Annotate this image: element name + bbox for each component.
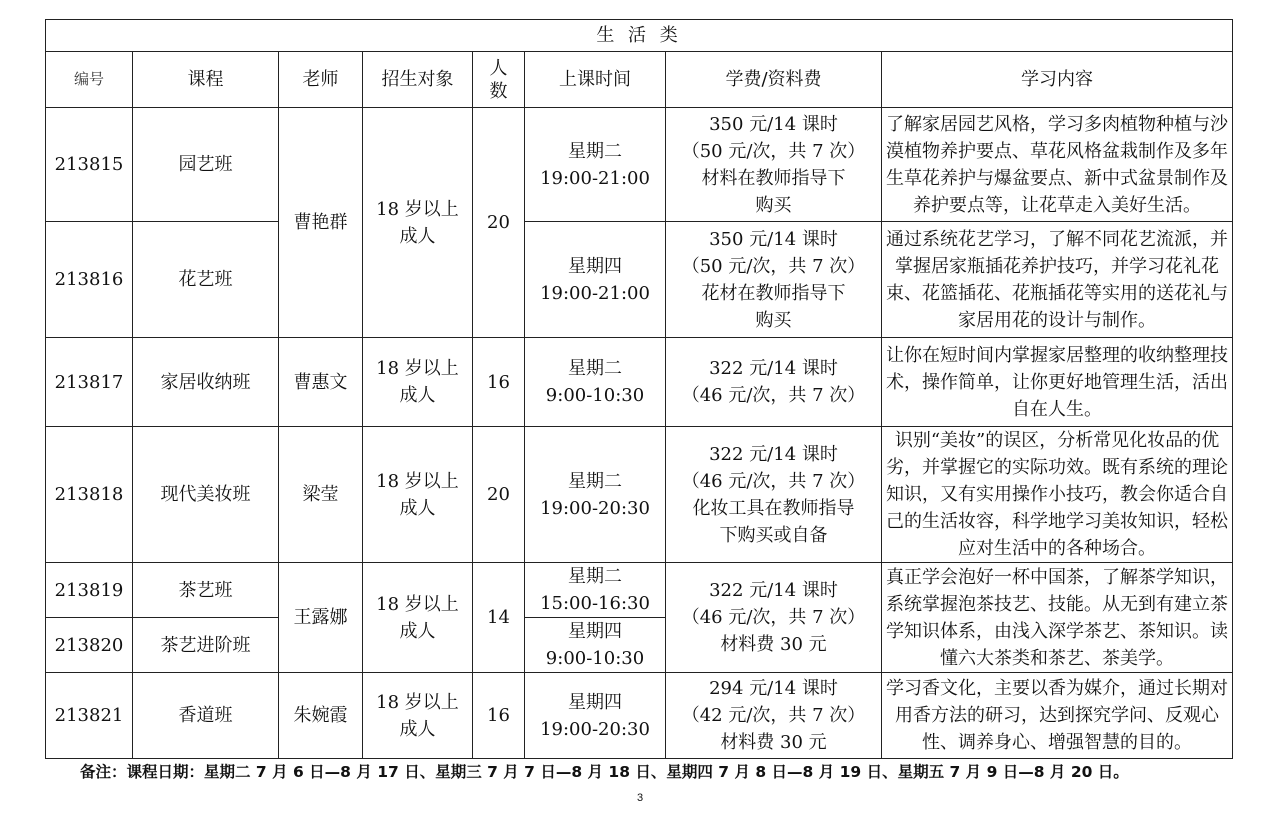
course-table xyxy=(45,19,1233,759)
teacher-name: 曹惠文 xyxy=(279,338,363,427)
header-row xyxy=(46,52,1233,108)
header-code: 编号 xyxy=(46,52,133,108)
footnote-course-dates: 备注：课程日期：星期二 7 月 6 日—8 月 17 日、星期三 7 月 7 日—8 月 18 日、星期四 7 月 8 日—8 月 19 日、星期五 7 月 9 日—8 月 20 日。 xyxy=(80,763,1129,781)
class-day: 星期二 xyxy=(568,358,622,379)
fee-line3: 化妆工具在教师指导 xyxy=(692,497,855,519)
header-time: 上课时间 xyxy=(525,52,666,108)
class-time xyxy=(525,108,666,222)
course-code: 213820 xyxy=(46,618,133,673)
class-hours: 15:00-16:30 xyxy=(540,593,650,614)
table-row xyxy=(46,427,1233,563)
header-course: 课程 xyxy=(133,52,279,108)
fee-line1: 322 元/14 课时 xyxy=(709,443,838,465)
audience-line1: 18 岁以上 xyxy=(376,358,459,379)
fee xyxy=(666,222,882,338)
header-people-line2: 数 xyxy=(489,80,508,102)
audience-line1: 18 岁以上 xyxy=(376,470,459,492)
header-content: 学习内容 xyxy=(882,52,1233,108)
class-time xyxy=(525,427,666,563)
fee-line1: 322 元/14 课时 xyxy=(709,358,838,379)
fee-line2: （50 元/次，共 7 次） xyxy=(681,140,866,162)
class-day: 星期四 xyxy=(568,621,622,642)
page-number: 3 xyxy=(636,792,644,804)
audience-line2: 成人 xyxy=(399,385,436,406)
class-time xyxy=(525,222,666,338)
fee xyxy=(666,338,882,427)
people-count: 20 xyxy=(473,108,525,338)
course-name: 家居收纳班 xyxy=(133,338,279,427)
course-content: 真正学会泡好一杯中国茶，了解茶学知识，系统掌握泡茶技艺、技能。从无到有建立茶学知识体系，由浅入深学茶艺、茶知识。读懂六大茶类和茶艺、茶美学。 xyxy=(882,563,1233,673)
course-code: 213818 xyxy=(46,427,133,563)
fee-line1: 350 元/14 课时 xyxy=(709,113,838,135)
course-name: 茶艺班 xyxy=(133,563,279,618)
fee xyxy=(666,427,882,563)
fee-line4: 下购买或自备 xyxy=(719,524,828,546)
audience-line2: 成人 xyxy=(399,718,436,740)
class-hours: 9:00-10:30 xyxy=(545,648,645,669)
class-hours: 19:00-20:30 xyxy=(540,718,650,740)
course-content: 识别“美妆”的误区，分析常见化妆品的优劣，并掌握它的实际功效。既有系统的理论知识，又有实用操作小技巧，教会你适合自己的生活妆容，科学地学习美妆知识，轻松应对生活中的各种场合。 xyxy=(882,427,1233,563)
fee-line2: （50 元/次，共 7 次） xyxy=(681,255,866,277)
class-hours: 19:00-21:00 xyxy=(540,167,650,189)
class-time xyxy=(525,563,666,618)
class-time xyxy=(525,673,666,759)
fee xyxy=(666,108,882,222)
course-content: 了解家居园艺风格，学习多肉植物种植与沙漠植物养护要点、草花风格盆栽制作及多年生草花养护与爆盆要点、新中式盆景制作及养护要点等，让花草走入美好生活。 xyxy=(882,108,1233,222)
course-name: 茶艺进阶班 xyxy=(133,618,279,673)
course-code: 213816 xyxy=(46,222,133,338)
fee-line1: 322 元/14 课时 xyxy=(709,580,838,601)
header-people xyxy=(473,52,525,108)
teacher-name: 朱婉霞 xyxy=(279,673,363,759)
class-day: 星期四 xyxy=(568,255,622,277)
audience-line2: 成人 xyxy=(399,225,436,247)
course-name: 现代美妆班 xyxy=(133,427,279,563)
class-hours: 19:00-20:30 xyxy=(540,497,650,519)
people-count: 16 xyxy=(473,673,525,759)
people-count: 20 xyxy=(473,427,525,563)
class-day: 星期二 xyxy=(568,470,622,492)
course-name: 花艺班 xyxy=(133,222,279,338)
course-name: 园艺班 xyxy=(133,108,279,222)
table-row xyxy=(46,563,1233,618)
course-name: 香道班 xyxy=(133,673,279,759)
course-code: 213821 xyxy=(46,673,133,759)
course-content: 通过系统花艺学习，了解不同花艺流派，并掌握居家瓶插花养护技巧，并学习花礼花束、花篮插花、花瓶插花等实用的送花礼与家居用花的设计与制作。 xyxy=(882,222,1233,338)
people-count: 16 xyxy=(473,338,525,427)
audience-line1: 18 岁以上 xyxy=(376,691,459,713)
fee-line2: （46 元/次，共 7 次） xyxy=(681,607,866,628)
fee xyxy=(666,563,882,673)
header-audience: 招生对象 xyxy=(363,52,473,108)
audience xyxy=(363,673,473,759)
fee xyxy=(666,673,882,759)
teacher-name: 曹艳群 xyxy=(279,108,363,338)
header-teacher: 老师 xyxy=(279,52,363,108)
fee-line3: 材料费 30 元 xyxy=(720,634,827,655)
class-hours: 9:00-10:30 xyxy=(545,385,645,406)
course-content: 学习香文化，主要以香为媒介，通过长期对用香方法的研习，达到探究学问、反观心性、调养身心、增强智慧的目的。 xyxy=(882,673,1233,759)
fee-line2: （46 元/次，共 7 次） xyxy=(681,385,866,406)
fee-line1: 294 元/14 课时 xyxy=(709,678,838,699)
table-row xyxy=(46,338,1233,427)
course-code: 213817 xyxy=(46,338,133,427)
teacher-name: 梁莹 xyxy=(279,427,363,563)
fee-line3: 花材在教师指导下 xyxy=(701,282,846,304)
fee-line3: 材料在教师指导下 xyxy=(701,167,846,189)
audience-line1: 18 岁以上 xyxy=(376,593,459,615)
table-row xyxy=(46,673,1233,759)
fee-line2: （42 元/次，共 7 次） xyxy=(681,705,866,726)
class-day: 星期二 xyxy=(568,140,622,162)
class-time xyxy=(525,338,666,427)
class-day: 星期二 xyxy=(568,566,622,587)
audience xyxy=(363,338,473,427)
fee-line2: （46 元/次，共 7 次） xyxy=(681,470,866,492)
audience-line2: 成人 xyxy=(399,497,436,519)
header-fee: 学费/资料费 xyxy=(666,52,882,108)
course-code: 213815 xyxy=(46,108,133,222)
header-people-line1: 人 xyxy=(489,57,508,79)
course-code: 213819 xyxy=(46,563,133,618)
audience xyxy=(363,427,473,563)
fee-line3: 材料费 30 元 xyxy=(720,732,827,753)
audience xyxy=(363,563,473,673)
people-count: 14 xyxy=(473,563,525,673)
class-time xyxy=(525,618,666,673)
teacher-name: 王露娜 xyxy=(279,563,363,673)
fee-line4: 购买 xyxy=(755,194,792,216)
fee-line1: 350 元/14 课时 xyxy=(709,228,838,250)
class-hours: 19:00-21:00 xyxy=(540,282,650,304)
audience-line2: 成人 xyxy=(399,620,436,642)
audience-line1: 18 岁以上 xyxy=(376,198,459,220)
table-row xyxy=(46,222,1233,338)
category-title: 生 活 类 xyxy=(46,20,1233,52)
course-content: 让你在短时间内掌握家居整理的收纳整理技术，操作简单，让你更好地管理生活，活出自在人生。 xyxy=(882,338,1233,427)
fee-line4: 购买 xyxy=(755,309,792,331)
audience xyxy=(363,108,473,338)
class-day: 星期四 xyxy=(568,691,622,713)
table-row xyxy=(46,108,1233,222)
